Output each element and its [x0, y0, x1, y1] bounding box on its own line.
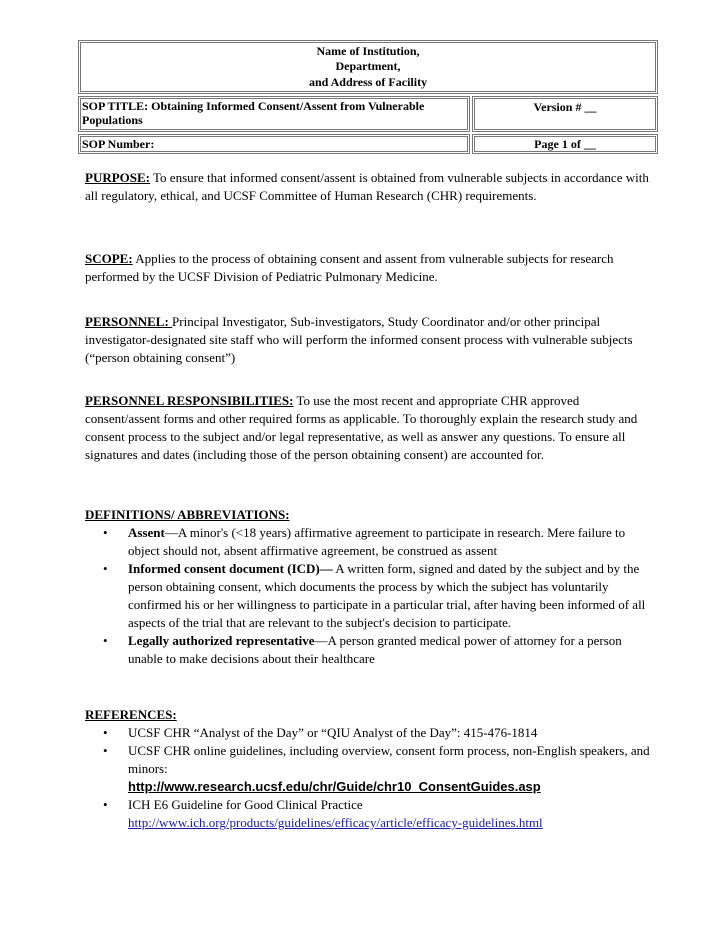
definition-text: A written form, signed and dated by the subject and by the person obtaining consent, which documents the process by which the subject has voluntarily confirmed his or her willingness to participate in a particular trial, after having been informed of all aspects of the trial that are relevant to the subject's decision to participate.: [128, 561, 646, 630]
reference-text: UCSF CHR online guidelines, including overview, consent form process, non-English speakers, and minors:: [128, 743, 650, 776]
sop-title: SOP TITLE: Obtaining Informed Consent/Assent from Vulnerable Populations: [78, 96, 470, 132]
department-line: Department,: [335, 59, 401, 74]
list-item: [85, 724, 655, 742]
personnel-text: Principal Investigator, Sub-investigators, Study Coordinator and/or other principal investigator-designated site staff who will perform the informed consent process with vulnerable subjects (“person obtaining consent”): [85, 314, 633, 365]
definitions-label: DEFINITIONS/ ABBREVIATIONS:: [85, 507, 290, 522]
definition-text: —A minor's (<18 years) affirmative agreement to participate in research. Mere failure to object should not, absent affirmative agreement, be construed as assent: [128, 525, 626, 558]
references-list: [85, 724, 655, 832]
definition-text: —A person granted medical power of attorney for a person unable to make decisions about their healthcare: [128, 633, 622, 666]
list-item: [85, 632, 655, 668]
list-item: [85, 796, 655, 832]
chr-guidelines-link[interactable]: http://www.research.ucsf.edu/chr/Guide/chr10_ConsentGuides.asp: [128, 779, 541, 794]
bullet-icon: •: [103, 525, 108, 540]
reference-text: UCSF CHR “Analyst of the Day” or “QIU Analyst of the Day”: 415-476-1814: [128, 725, 538, 740]
definitions-list: [85, 524, 655, 668]
version-number: Version # __: [472, 96, 658, 132]
bullet-icon: •: [103, 725, 108, 740]
references-label: REFERENCES:: [85, 707, 177, 722]
bullet-icon: •: [103, 561, 108, 576]
personnel-section: [85, 313, 655, 367]
list-item: [85, 742, 655, 796]
sop-number: SOP Number:: [78, 134, 470, 154]
bullet-icon: •: [103, 743, 108, 758]
reference-text: ICH E6 Guideline for Good Clinical Practice: [128, 797, 363, 812]
scope-text: Applies to the process of obtaining consent and assent from vulnerable subjects for research performed by the UCSF Division of Pediatric Pulmonary Medicine.: [85, 251, 614, 284]
address-line: and Address of Facility: [308, 74, 428, 89]
responsibilities-text: To use the most recent and appropriate CHR approved consent/assent forms and other required forms as applicable. To thoroughly explain the research study and consent process to the subject and/or legal representative, as well as answer any questions. To ensure all signatures and dates (including those of the person obtaining consent) are accounted for.: [85, 393, 638, 462]
responsibilities-label: PERSONNEL RESPONSIBILITIES:: [85, 393, 294, 408]
definitions-section: [85, 506, 655, 668]
title-row: [78, 96, 658, 132]
ich-guideline-link[interactable]: http://www.ich.org/products/guidelines/efficacy/article/efficacy-guidelines.html: [128, 815, 543, 830]
institution-line: Name of Institution,: [316, 43, 420, 58]
purpose-label: PURPOSE:: [85, 170, 150, 185]
definition-term: Informed consent document (ICD)—: [128, 561, 333, 576]
references-section: [85, 706, 655, 832]
personnel-label: PERSONNEL:: [85, 314, 173, 329]
sop-header: [78, 40, 658, 154]
purpose-section: [85, 169, 655, 205]
institution-box: [78, 40, 658, 94]
page-number: Page 1 of __: [472, 134, 658, 154]
bullet-icon: •: [103, 633, 108, 648]
definition-term: Assent: [128, 525, 165, 540]
scope-section: [85, 250, 655, 286]
purpose-text: To ensure that informed consent/assent is obtained from vulnerable subjects in accordance with all regulatory, ethical, and UCSF Committee of Human Research (CHR) requirements.: [85, 170, 649, 203]
bullet-icon: •: [103, 797, 108, 812]
number-row: [78, 134, 658, 154]
list-item: [85, 560, 655, 632]
definition-term: Legally authorized representative: [128, 633, 315, 648]
scope-label: SCOPE:: [85, 251, 133, 266]
responsibilities-section: [85, 392, 655, 464]
list-item: [85, 524, 655, 560]
